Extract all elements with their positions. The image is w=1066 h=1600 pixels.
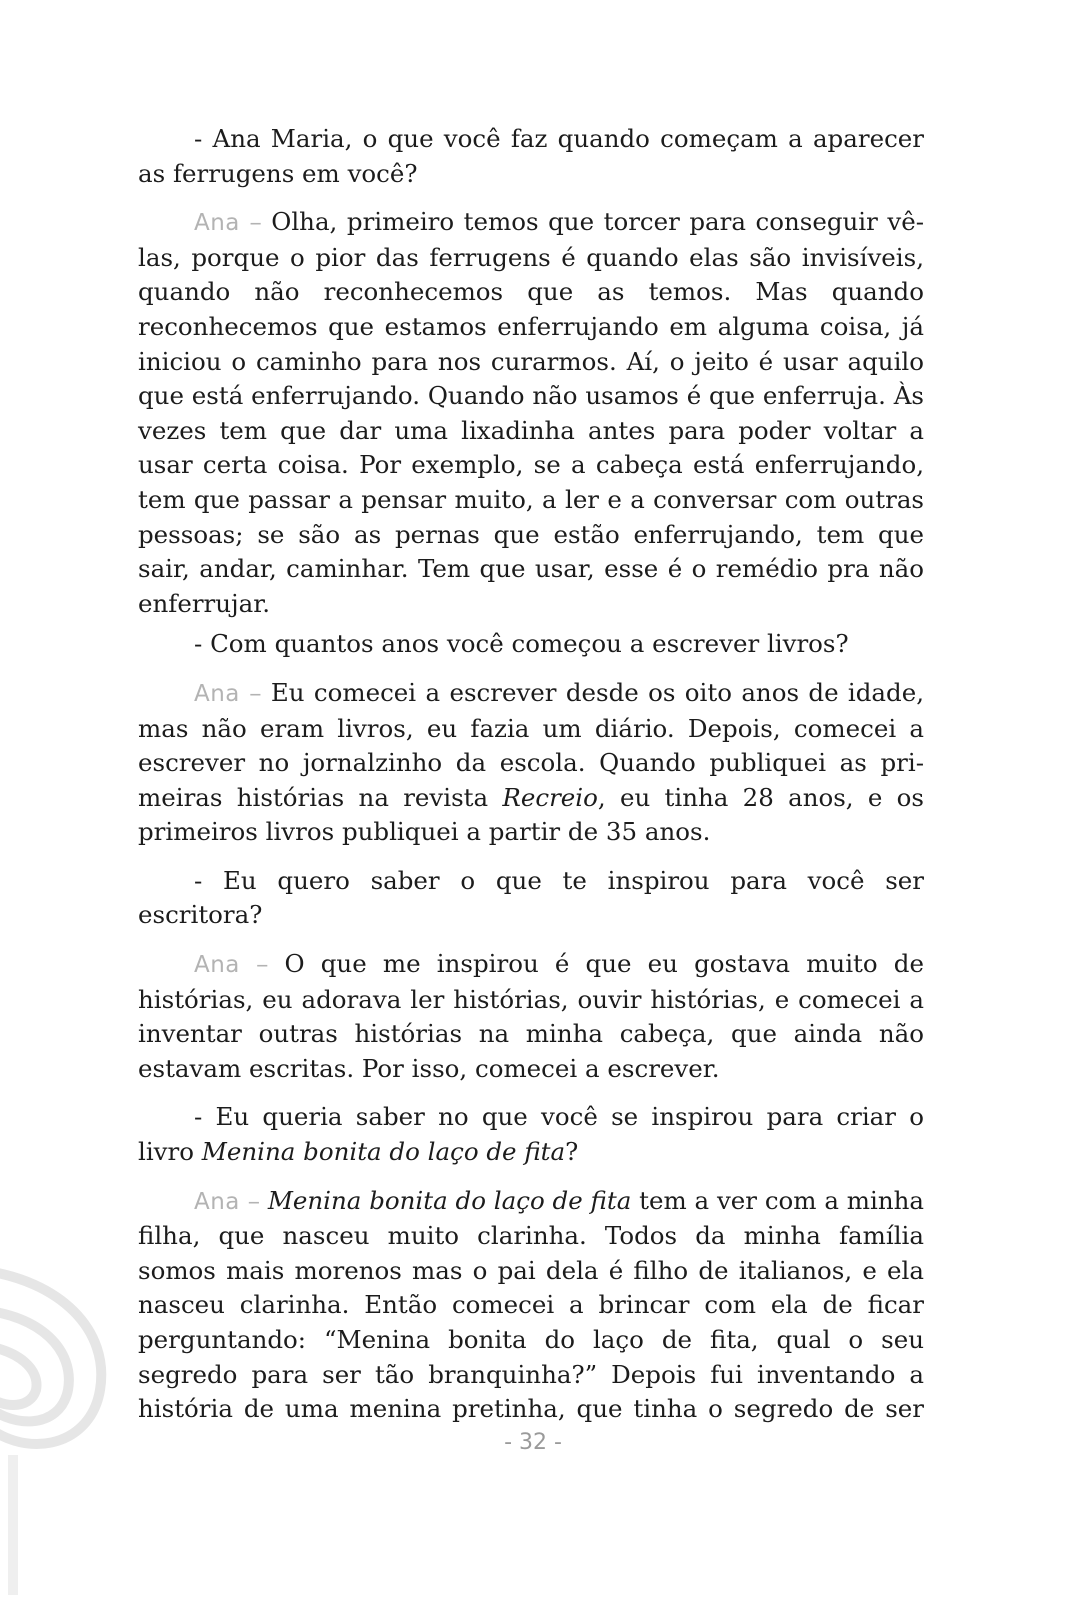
question-3 [138,864,924,933]
speaker-label: Ana [194,210,240,237]
answer-2 [138,676,924,850]
answer-3 [138,947,924,1086]
speaker-label: Ana [194,1188,240,1215]
speaker-dash: – [249,207,262,237]
answer-1-text: Olha, primeiro temos que torcer para conseguir vê-las, porque o pior das ferrugens é quando elas são invisíveis, quando não reconhecemos que as temos. Mas quando reconhecemos que estamos enferrujando em alguma coisa, já iniciou o caminho para nos curarmos. Aí, o jeito é usar aquilo que está enferrujando. Quando não usamos é que enferruja. Às vezes tem que dar uma lixadinha antes para poder voltar a usar certa coisa. Por exemplo, se a cabeça está enferrujando, tem que passar a pensar muito, a ler e a conversar com outras pessoas; se são as pernas que estão enferrujando, tem que sair, andar, caminhar. Tem que usar, esse é o remédio pra não enferrujar. [138,207,925,618]
speaker-dash: – [249,677,262,707]
answer-4-text-after: tem a ver com a minha filha, que nasceu muito clarinha. Todos da minha família somos mais morenos mas o pai dela é filho de italianos, e ela nasceu clarinha. Então comecei a brincar com ela de ficar perguntando: “Menina bonita do laço de fita, qual o seu segredo para ser tão branquinha?” Depois fui inventando a história de uma menina pretinha, que tinha o segredo de ser [138,1185,924,1424]
question-2-text: - Com quantos anos você começou a escrever livros? [194,629,849,659]
answer-1 [138,205,924,621]
question-1-text: - Ana Maria, o que você faz quando começam a aparecer as ferrugens em você? [138,124,924,188]
answer-4 [138,1184,924,1427]
page-body [138,122,924,1441]
lollipop-watermark [0,1250,130,1600]
speaker-dash: – [247,1185,260,1215]
answer-2-italic-title: Recreio [502,782,598,812]
question-3-text: - Eu quero saber o que te inspirou para você ser escritora? [138,865,924,930]
question-4-text-before: - Eu queria saber no que você se inspirou para criar o livro [138,1102,924,1167]
question-1 [138,122,924,191]
question-4 [138,1100,924,1169]
answer-3-text: O que me inspirou é que eu gostava muito de histórias, eu adorava ler histórias, ouvir histórias, e comecei a inventar outras histórias na minha cabeça, que ainda não estavam escritas. Por isso, comecei a escrever. [138,949,924,1083]
speaker-label: Ana [194,952,240,979]
question-4-text-after: ? [565,1137,579,1167]
answer-4-italic-title: Menina bonita do laço de fita [267,1185,632,1215]
question-2 [138,627,924,662]
speaker-label: Ana [194,680,240,707]
answer-2-text-before: Eu comecei a escrever desde os oito anos de idade, mas não eram livros, eu fazia um diário. Depois, comecei a escrever no jornalzinho da escola. Quando publiquei as primeiras histórias na revista [138,677,925,812]
page-number: - 32 - [504,1430,562,1455]
answer-2-text-after: , eu tinha 28 anos, e os primeiros livros publiquei a partir de 35 anos. [138,782,924,847]
question-4-italic-title: Menina bonita do laço de fita [201,1137,566,1167]
speaker-dash: – [256,949,269,979]
